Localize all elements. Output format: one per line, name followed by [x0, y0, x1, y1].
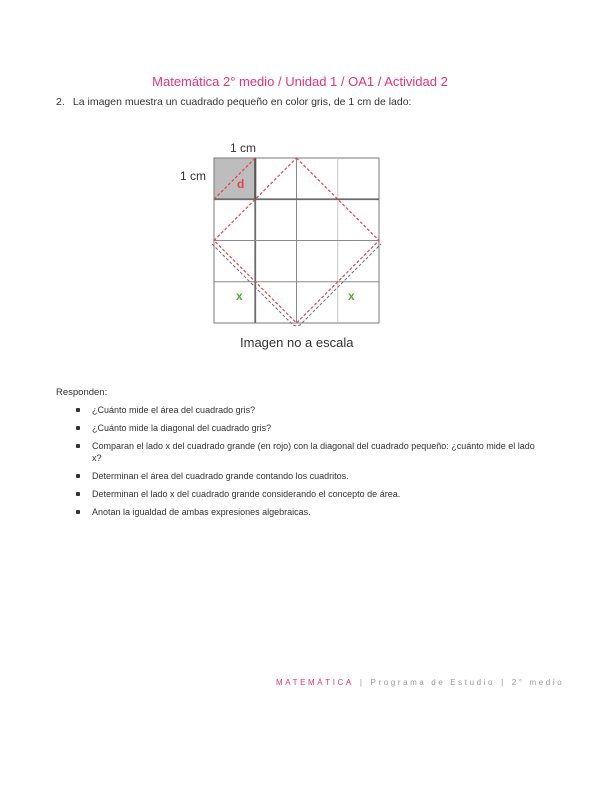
question-body: La imagen muestra un cuadrado pequeño en color gris, de 1 cm de lado:	[72, 96, 412, 108]
footer-program: Programa de Estudio	[370, 678, 496, 687]
responden-list	[76, 404, 536, 524]
list-item: Comparan el lado x del cuadrado grande (en rojo) con la diagonal del cuadrado pequeño: ¿cuánto mide el lado x?	[76, 440, 536, 464]
footer-brand: MATEMÁTICA	[276, 678, 354, 687]
question-text	[56, 96, 556, 108]
list-item: ¿Cuánto mide la diagonal del cuadrado gris?	[76, 422, 536, 434]
figure-caption: Imagen no a escala	[240, 335, 354, 350]
top-label: 1 cm	[230, 141, 257, 155]
gray-square	[214, 158, 255, 199]
page-title: Matemática 2° medio / Unidad 1 / OA1 / Actividad 2	[152, 74, 448, 89]
grid-diagram	[170, 132, 400, 357]
responden-label: Responden:	[56, 387, 108, 398]
question-number: 2.	[56, 96, 65, 108]
side-label: 1 cm	[180, 169, 207, 183]
x-left-label: x	[236, 289, 243, 303]
list-item: Determinan el área del cuadrado grande contando los cuadritos.	[76, 470, 536, 482]
list-item: Anotan la igualdad de ambas expresiones algebraicas.	[76, 506, 536, 518]
page-footer: MATEMÁTICA | Programa de Estudio | 2° medio	[276, 678, 565, 687]
list-item: Determinan el lado x del cuadrado grande considerando el concepto de área.	[76, 488, 536, 500]
list-item: ¿Cuánto mide el área del cuadrado gris?	[76, 404, 536, 416]
x-right-label: x	[348, 289, 355, 303]
diagonal-label: d	[237, 177, 245, 191]
footer-grade: 2° medio	[511, 678, 565, 687]
